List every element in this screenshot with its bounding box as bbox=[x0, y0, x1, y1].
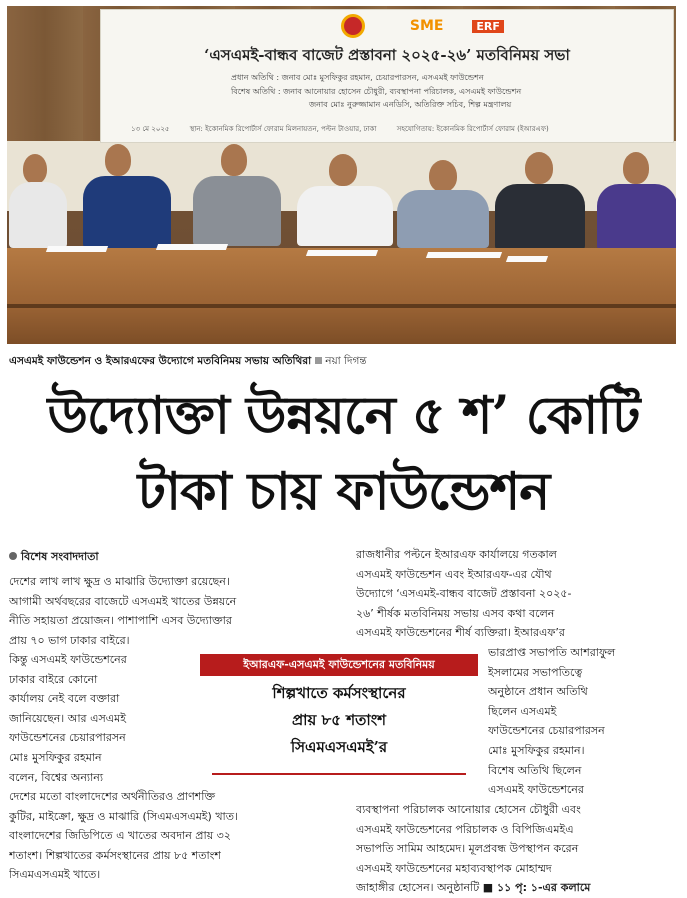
pullquote-rule bbox=[212, 773, 466, 775]
text-line: দেশের মতো বাংলাদেশের অর্থনীতিরও প্রাণশক্তি bbox=[9, 790, 216, 803]
text-line: কার্যালয় নেই বলে বক্তারা bbox=[9, 692, 120, 706]
paper bbox=[46, 246, 108, 252]
text-line: সভাপতি সামিম আহমেদ। মূলপ্রবন্ধ উপস্থাপন করেন bbox=[356, 842, 579, 856]
paper bbox=[426, 252, 502, 258]
text-line: ঢাকার বাইরে কোনো bbox=[9, 672, 98, 686]
text-line: এসএমই ফাউন্ডেশনের পরিচালক ও বিপিজিএমইএ bbox=[356, 822, 574, 836]
text-line: বলেন, বিশ্বের অন্যান্য bbox=[9, 770, 104, 784]
text-line: ফাউন্ডেশনের চেয়ারপারসন bbox=[9, 731, 126, 745]
text-line: নীতি সহায়তা প্রয়োজন। পাশাপাশি এসব উদ্যোক্তার bbox=[9, 614, 232, 628]
text-line: ব্যবস্থাপনা পরিচালক আনোয়ার হোসেন চৌধুরী এবং bbox=[356, 803, 581, 816]
left-column-bottom bbox=[9, 787, 335, 885]
square-bullet-icon bbox=[315, 357, 322, 364]
photo-caption bbox=[9, 354, 677, 371]
text-line: ইসলামের সভাপতিত্বে bbox=[488, 665, 583, 679]
text-line: ২৬’ শীর্ষক মতবিনিময় সভায় এসব কথা বলেন bbox=[356, 606, 555, 620]
text-line: জানিয়েছেন। আর এসএমই bbox=[9, 711, 126, 725]
text-line: কুটির, মাইক্রো, ক্ষুদ্র ও মাঝারি (সিএমএসএমই) খাত। bbox=[9, 809, 238, 823]
text-line: ফাউন্ডেশনের চেয়ারপারসন bbox=[488, 724, 605, 738]
text-line: এসএমই ফাউন্ডেশনের bbox=[488, 783, 584, 797]
headline-line-2: টাকা চায় ফাউন্ডেশন bbox=[137, 461, 550, 522]
headline-line-1: উদ্যোক্তা উন্নয়নে ৫ শ’ কোটি bbox=[47, 385, 640, 446]
text-line: এসএমই ফাউন্ডেশন এবং ইআরএফ-এর যৌথ bbox=[356, 567, 552, 581]
text-line: আগামী অর্থবছরের বাজেটে এসএমই খাতের উন্নয়নে bbox=[9, 594, 237, 608]
right-column-narrow bbox=[488, 643, 678, 800]
text-line: এসএমই ফাউন্ডেশনের শীর্ষ ব্যক্তিরা। ইআরএফ’র bbox=[356, 626, 565, 640]
right-column-top bbox=[356, 545, 678, 643]
left-column-narrow bbox=[9, 650, 195, 787]
banner-special-guest-2: জনাব মোঃ নুরুজ্জামান এনডিসি, অতিরিক্ত সচিব, শিল্প মন্ত্রণালয় bbox=[309, 100, 512, 109]
event-banner bbox=[100, 9, 674, 143]
text-line: এসএমই ফাউন্ডেশনের মহাব্যবস্থাপক মোহাম্মদ bbox=[356, 861, 552, 875]
banner-special-guest: বিশেষ অতিথি : জনাব আনোয়ার হোসেন চৌধুরী, ব্যবস্থাপনা পরিচালক, এসএমই ফাউন্ডেশন bbox=[231, 87, 522, 96]
continued-jump[interactable]: ■ ১১ পৃ: ১-এর কলামে bbox=[482, 881, 591, 895]
caption-text: এসএমই ফাউন্ডেশন ও ইআরএফের উদ্যোগে মতবিনিময় সভায় অতিথিরা bbox=[9, 355, 312, 367]
news-photo bbox=[7, 6, 676, 344]
text-line: ভারপ্রাপ্ত সভাপতি আশরাফুল bbox=[488, 646, 616, 659]
banner-chief-guest: প্রধান অতিথি : জনাব মোঃ মুসফিকুর রহমান, চেয়ারপারসন, এসএমই ফাউন্ডেশন bbox=[231, 73, 484, 82]
text-line: প্রায় ৭০ ভাগ ঢাকার বাইরে। bbox=[9, 633, 130, 647]
byline bbox=[9, 548, 99, 567]
text-line: অনুষ্ঠানে প্রধান অতিথি bbox=[488, 685, 588, 699]
sme-logo: SME bbox=[409, 18, 444, 34]
erf-logo: ERF bbox=[472, 20, 504, 33]
text-line: মোঃ মুসফিকুর রহমান। bbox=[488, 743, 585, 757]
text-line: সিএমএসএমই খাতে। bbox=[9, 868, 101, 882]
byline-text: বিশেষ সংবাদদাতা bbox=[21, 550, 99, 563]
pullquote-line-2: প্রায় ৮৫ শতাংশ bbox=[291, 711, 387, 729]
text-line: শতাংশ। শিল্পখাতের কর্মসংস্থানের প্রায় ৮৫ শতাংশ bbox=[9, 848, 221, 862]
government-logo-icon bbox=[341, 14, 365, 38]
pullquote-line-1: শিল্পখাতে কর্মসংস্থানের bbox=[272, 684, 406, 702]
text-line bbox=[356, 878, 678, 898]
headline bbox=[0, 378, 687, 530]
text-line: রাজধানীর পল্টনে ইআরএফ কার্যালয়ে গতকাল bbox=[356, 548, 557, 561]
table-edge bbox=[7, 304, 676, 308]
banner-date: ১৩ মে ২০২৫ bbox=[131, 125, 170, 133]
left-column-top bbox=[9, 572, 335, 650]
conference-table bbox=[7, 248, 676, 344]
paper bbox=[156, 244, 228, 250]
text-line: বাংলাদেশের জিডিপিতে এ খাতের অবদান প্রায় ৩২ bbox=[9, 829, 231, 843]
text-line: মোঃ মুসফিকুর রহমান bbox=[9, 750, 102, 764]
bullet-icon bbox=[9, 552, 17, 560]
banner-logos bbox=[341, 14, 504, 38]
jump-text: ১১ পৃ: ১-এর কলামে bbox=[497, 881, 591, 895]
text-line: উদ্যোগে ‘এসএমই-বান্ধব বাজেট প্রস্তাবনা ২০২৫- bbox=[356, 587, 572, 601]
text-line-end: জাহাঙ্গীর হোসেন। অনুষ্ঠানটি bbox=[356, 881, 480, 895]
paper bbox=[506, 256, 548, 262]
banner-support: সহযোগিতায়: ইকোনমিক রিপোর্টার্স ফোরাম (ইআরএফ) bbox=[396, 125, 549, 133]
text-line: ছিলেন এসএমই bbox=[488, 704, 557, 718]
caption-source: নয়া দিগন্ত bbox=[325, 355, 367, 367]
text-line: কিন্তু এসএমই ফাউন্ডেশনের bbox=[9, 653, 127, 666]
banner-title: ‘এসএমই-বান্ধব বাজেট প্রস্তাবনা ২০২৫-২৬’ মতবিনিময় সভা bbox=[204, 46, 570, 64]
text-line: দেশের লাখ লাখ ক্ষুদ্র ও মাঝারি উদ্যোক্তা রয়েছেন। bbox=[9, 575, 230, 588]
right-column-bottom bbox=[356, 800, 678, 898]
banner-venue: স্থান: ইকোনমিক রিপোর্টার্স ফোরাম মিলনায়তন, পল্টন টাওয়ার, ঢাকা bbox=[189, 125, 377, 133]
pullquote-title: ইআরএফ-এসএমই ফাউন্ডেশনের মতবিনিময় bbox=[200, 654, 478, 676]
text-line: বিশেষ অতিথি ছিলেন bbox=[488, 763, 582, 777]
paper bbox=[306, 250, 378, 256]
pullquote-box bbox=[200, 680, 478, 776]
banner-footer bbox=[131, 123, 651, 135]
pullquote-line-3: সিএমএসএমই’র bbox=[290, 738, 388, 756]
